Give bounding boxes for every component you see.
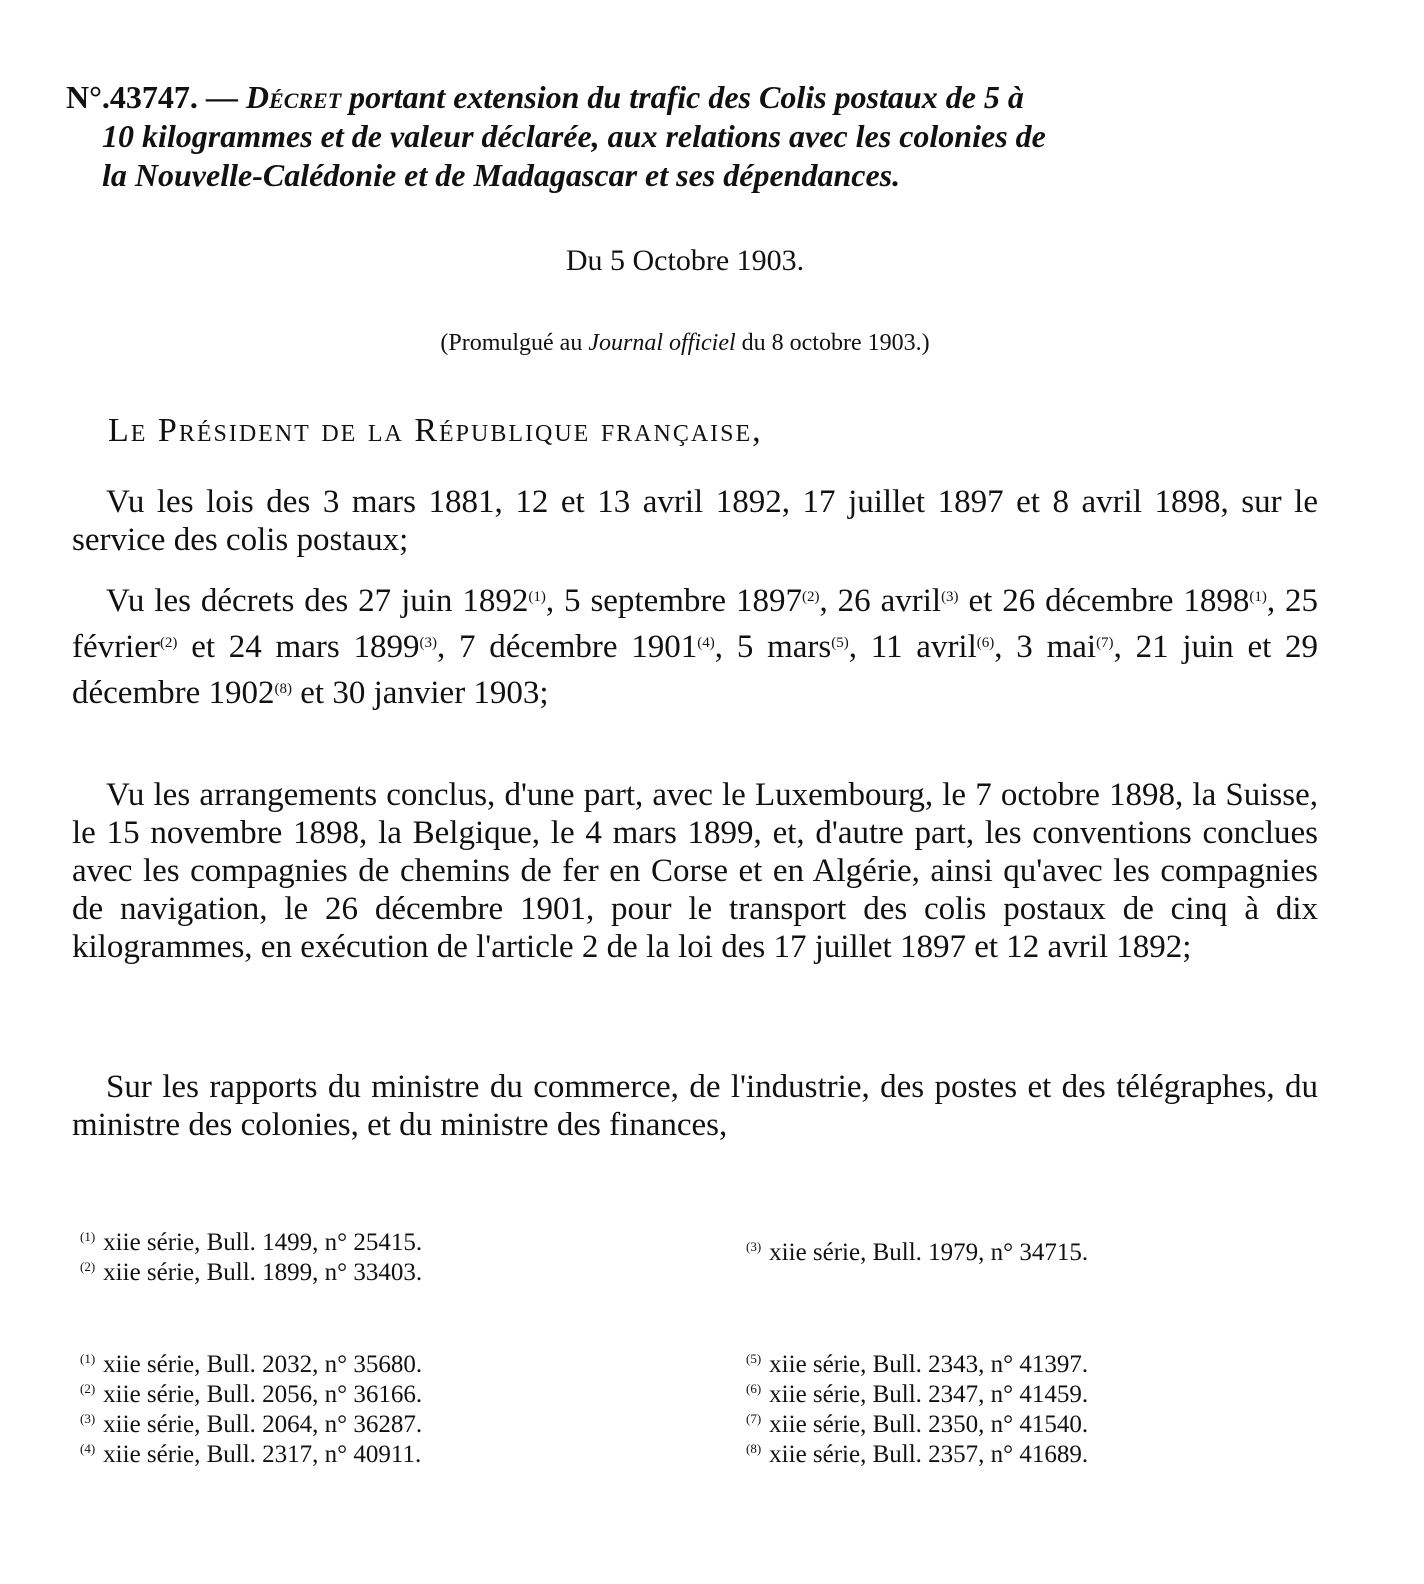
footnote-mark: (2) — [80, 1381, 96, 1396]
footnote — [746, 1410, 1088, 1440]
footnote — [746, 1238, 1088, 1268]
heading-line-1 — [66, 78, 1316, 117]
heading-line-1-text: portant extension du trafic des Colis postaux de 5 à — [349, 79, 1024, 115]
footnote — [746, 1350, 1088, 1380]
footnote-text: xiie série, Bull. 2056, n° 36166. — [103, 1381, 423, 1408]
footnote-ref: (4) — [697, 635, 715, 651]
decree-number: N°.43747. — [66, 79, 198, 115]
decrets-text-10: , 3 mai — [994, 629, 1097, 665]
footnote — [80, 1380, 422, 1410]
decree-date: Du 5 Octobre 1903. — [565, 244, 805, 277]
footnote-ref: (7) — [1096, 635, 1114, 651]
footnote-mark: (1) — [80, 1229, 96, 1244]
footnote-mark: (6) — [746, 1381, 762, 1396]
footnote — [80, 1258, 422, 1288]
decree-heading — [66, 78, 1316, 195]
decrets-text-8: , 5 mars — [714, 629, 832, 665]
footnote-ref: (2) — [159, 635, 178, 651]
journal-title: Journal officiel — [588, 330, 736, 356]
footnote-text: xiie série, Bull. 2350, n° 41540. — [769, 1411, 1089, 1438]
footnote-ref: (3) — [941, 589, 959, 605]
heading-line-3: la Nouvelle-Calédonie et de Madagascar et ses dépendances. — [102, 157, 901, 193]
footnote-text: xiie série, Bull. 1499, n° 25415. — [103, 1229, 423, 1256]
decrets-text-12: et 30 janvier 1903; — [292, 675, 549, 711]
president-heading: Le Président de la République française, — [108, 412, 763, 449]
decrets-text-5: , 25 février — [72, 583, 1319, 665]
footnote-ref: (3) — [419, 635, 437, 651]
heading-line-2: 10 kilogrammes et de valeur déclarée, aux relations avec les colonies de — [102, 118, 1046, 154]
footnote-text: xiie série, Bull. 2343, n° 41397. — [769, 1351, 1089, 1378]
footnote-mark: (5) — [746, 1351, 762, 1366]
footnote-mark: (7) — [746, 1411, 762, 1426]
footnote-ref: (1) — [528, 589, 546, 605]
decree-word: Décret — [245, 79, 342, 115]
footnotes-second-left — [80, 1350, 422, 1470]
footnote-text: xiie série, Bull. 2064, n° 36287. — [103, 1411, 423, 1438]
heading-dash: — — [205, 79, 238, 115]
paragraph-vu-decrets — [72, 578, 1318, 716]
decrets-text-3: , 26 avril — [819, 583, 942, 619]
footnote-mark: (3) — [746, 1239, 762, 1254]
footnote-ref: (1) — [1249, 589, 1267, 605]
footnotes-first-left — [80, 1228, 422, 1288]
footnote-text: xiie série, Bull. 2357, n° 41689. — [769, 1441, 1089, 1468]
footnote — [80, 1350, 422, 1380]
decrets-text-2: , 5 septembre 1897 — [545, 583, 802, 619]
footnote-text: xiie série, Bull. 2317, n° 40911. — [103, 1441, 422, 1468]
paragraph-vu-arrangements-text: Vu les arrangements conclus, d'une part, avec le Luxembourg, le 7 octobre 1898, la Suisse, le 15 novembre 1898, la Belgique, le 4 mars 1899, et, d'autre part, les conventions conclues avec les compagnies de chemins de fer en Corse et en Algérie, ainsi qu'avec les compagnies de navigation, le 26 décembre 1901, pour le transport des colis postaux de cinq à dix kilogrammes, en exécution de l'article 2 de la loi des 17 juillet 1897 et 12 avril 1892; — [72, 777, 1318, 965]
footnote-ref: (5) — [831, 635, 849, 651]
decrets-text-11: , 21 juin et 29 décembre 1902 — [72, 629, 1319, 711]
footnote-ref: (2) — [801, 589, 820, 605]
paragraph-sur-rapports — [72, 1068, 1318, 1144]
footnote-text: xiie série, Bull. 1899, n° 33403. — [103, 1259, 423, 1286]
promulgation-close: du 8 octobre 1903.) — [741, 330, 930, 356]
footnote-ref: (8) — [274, 681, 292, 697]
footnotes-second-right — [746, 1350, 1088, 1470]
paragraph-sur-rapports-text: Sur les rapports du ministre du commerce, de l'industrie, des postes et des télégraphes, du ministre des colonies, et du ministre des finances, — [72, 1069, 1318, 1143]
decrets-text-9: , 11 avril — [848, 629, 977, 665]
footnote — [80, 1410, 422, 1440]
footnote-mark: (3) — [80, 1411, 96, 1426]
footnote-text: xiie série, Bull. 2347, n° 41459. — [769, 1381, 1089, 1408]
footnote-mark: (8) — [746, 1441, 762, 1456]
promulgation-note — [0, 330, 1370, 357]
footnote-mark: (2) — [80, 1259, 96, 1274]
footnote-mark: (4) — [80, 1441, 96, 1456]
decrets-text-1: Vu les décrets des 27 juin 1892 — [106, 583, 529, 619]
footnote-mark: (1) — [80, 1351, 96, 1366]
footnotes-first-right — [746, 1238, 1088, 1268]
decrets-text-7: , 7 décembre 1901 — [436, 629, 698, 665]
paragraph-vu-lois-text: Vu les lois des 3 mars 1881, 12 et 13 avril 1892, 17 juillet 1897 et 8 avril 1898, sur le service des colis postaux; — [72, 484, 1318, 558]
footnote — [746, 1440, 1088, 1470]
footnote — [80, 1440, 422, 1470]
footnote — [746, 1380, 1088, 1410]
footnote-text: xiie série, Bull. 2032, n° 35680. — [103, 1351, 423, 1378]
decrets-text-6: et 24 mars 1899 — [177, 629, 420, 665]
footnote-text: xiie série, Bull. 1979, n° 34715. — [769, 1239, 1089, 1266]
footnote — [80, 1228, 422, 1258]
paragraph-vu-lois — [72, 483, 1318, 559]
footnote-ref: (6) — [976, 635, 995, 651]
paragraph-vu-arrangements — [72, 776, 1318, 966]
decrets-text-4: et 26 décembre 1898 — [958, 583, 1250, 619]
promulgation-open: (Promulgué au — [440, 330, 583, 356]
